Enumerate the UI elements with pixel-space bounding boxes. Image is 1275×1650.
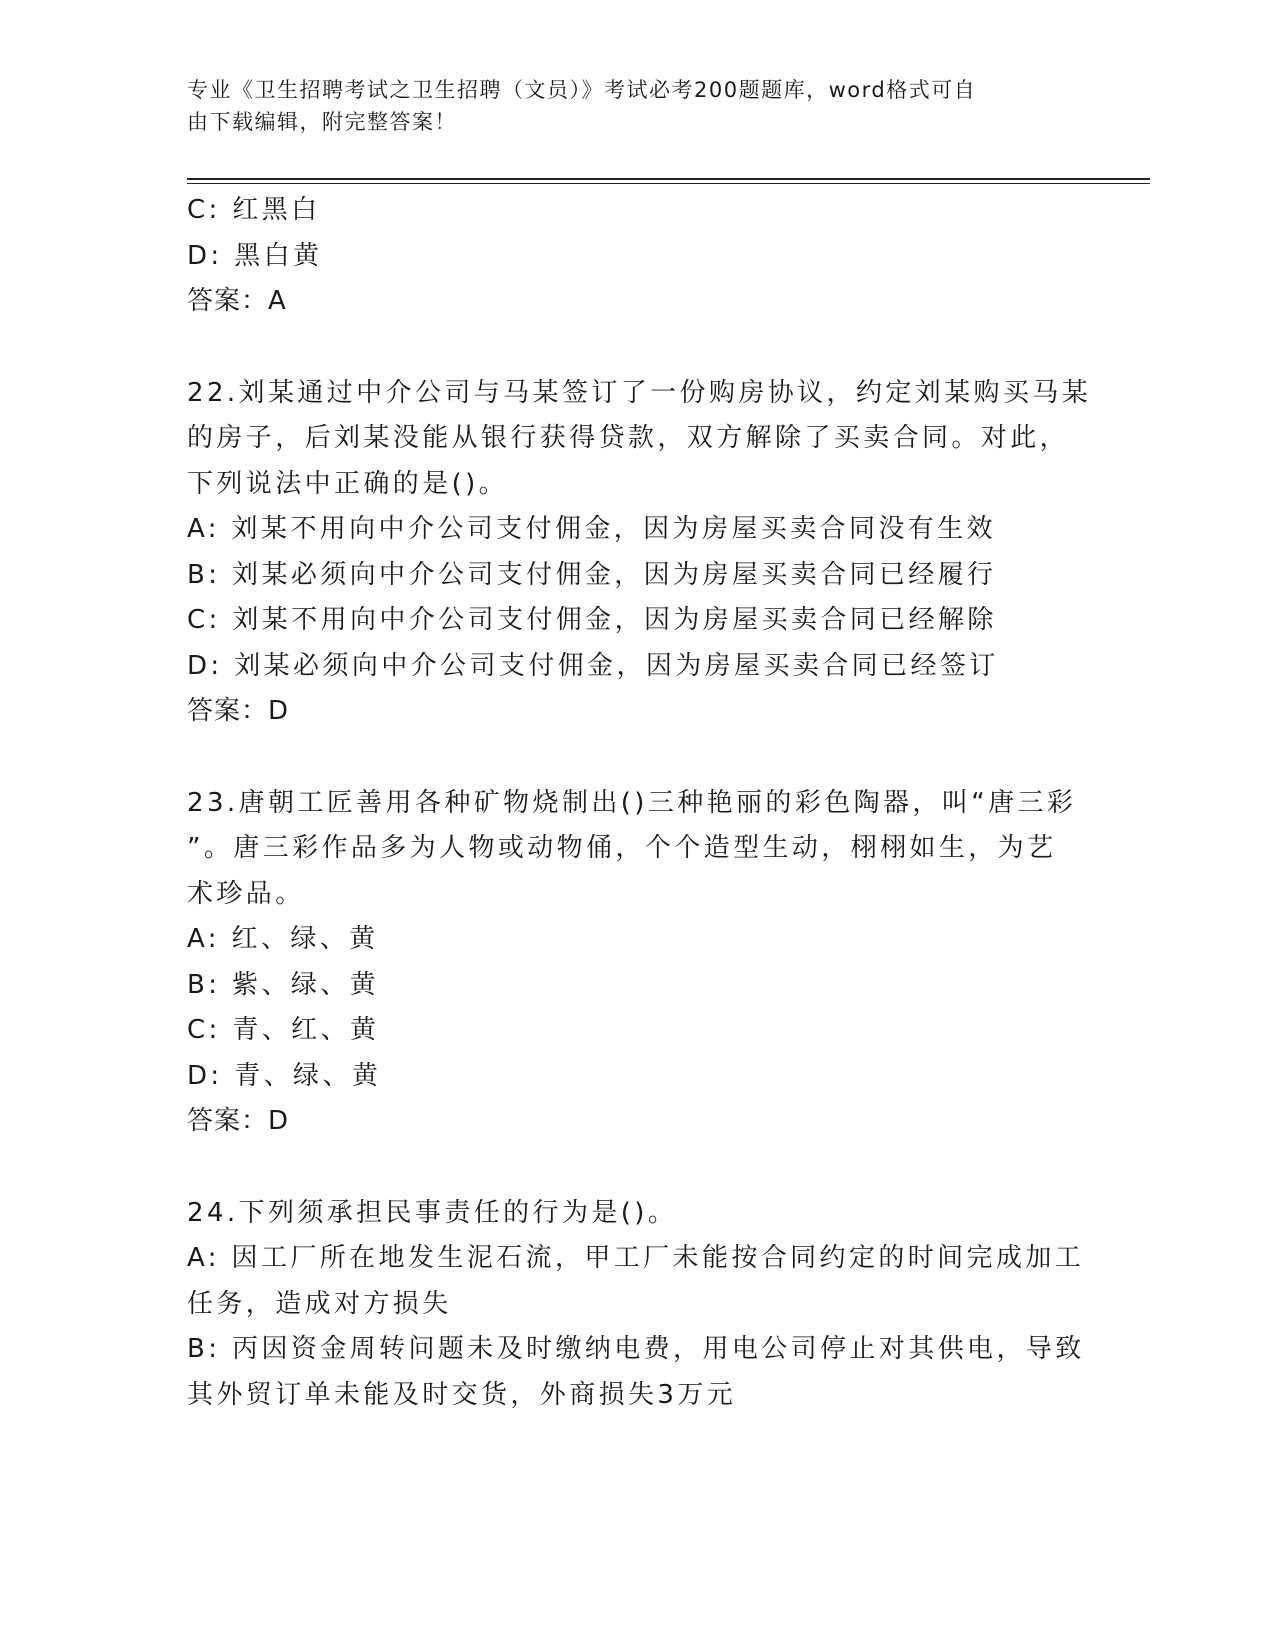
q23-option-d: D: 青、绿、黄 [187,1060,382,1091]
spacer [187,1145,1087,1191]
question-content [187,188,1092,1418]
q23-option-b: B: 紫、绿、黄 [187,969,380,1000]
q23-stem-line-2: ”。唐三彩作品多为人物或动物俑，个个造型生动，栩栩如生，为艺 [187,833,1057,863]
q23-stem-line-1: 23.唐朝工匠善用各种矿物烧制出()三种艳丽的彩色陶器，叫“唐三彩 [187,787,1077,818]
document-header [187,74,1067,138]
spacer [187,735,1087,781]
q23-option-c: C: 青、红、黄 [187,1015,380,1045]
q22-option-b: B: 刘某必须向中介公司支付佣金，因为房屋买卖合同已经履行 [187,559,997,590]
q21-option-d: D: 黑白黄 [187,240,323,271]
q23-stem-line-3: 术珍品。 [187,878,305,909]
q21-option-c: C: 红黑白 [187,195,321,225]
q22-stem-line-3: 下列说法中正确的是()。 [187,468,509,499]
q22-stem-line-1: 22.刘某通过中介公司与马某签订了一份购房协议，约定刘某购买马某 [187,377,1092,408]
q24-option-b-line-1: B: 丙因资金周转问题未及时缴纳电费，用电公司停止对其供电，导致 [187,1334,1085,1364]
q23-answer: 答案：D [187,1106,290,1136]
q22-stem-line-2: 的房子，后刘某没能从银行获得贷款，双方解除了买卖合同。对此， [187,423,1070,453]
q23-option-a: A: 红、绿、黄 [187,924,379,954]
q24-option-b-line-2: 其外贸订单未能及时交货，外商损失3万元 [187,1379,737,1410]
q24-option-a-line-2: 任务，造成对方损失 [187,1288,452,1319]
q22-option-d: D: 刘某必须向中介公司支付佣金，因为房屋买卖合同已经签订 [187,650,999,681]
q24-stem-line-1: 24.下列须承担民事责任的行为是()。 [187,1197,678,1228]
q21-answer: 答案：A [187,286,287,316]
q24-option-a-line-1: A: 因工厂所在地发生泥石流，甲工厂未能按合同约定的时间完成加工 [187,1243,1085,1273]
header-divider-thin [187,183,1150,184]
spacer [187,325,1087,371]
q22-option-a: A: 刘某不用向中介公司支付佣金，因为房屋买卖合同没有生效 [187,514,996,544]
header-divider-thick [187,178,1150,180]
q22-option-c: C: 刘某不用向中介公司支付佣金，因为房屋买卖合同已经解除 [187,605,997,635]
header-line-2: 由下载编辑，附完整答案！ [187,110,457,134]
q22-answer: 答案：D [187,696,290,726]
header-line-1: 专业《卫生招聘考试之卫生招聘（文员）》考试必考200题题库，word格式可自 [187,78,977,102]
